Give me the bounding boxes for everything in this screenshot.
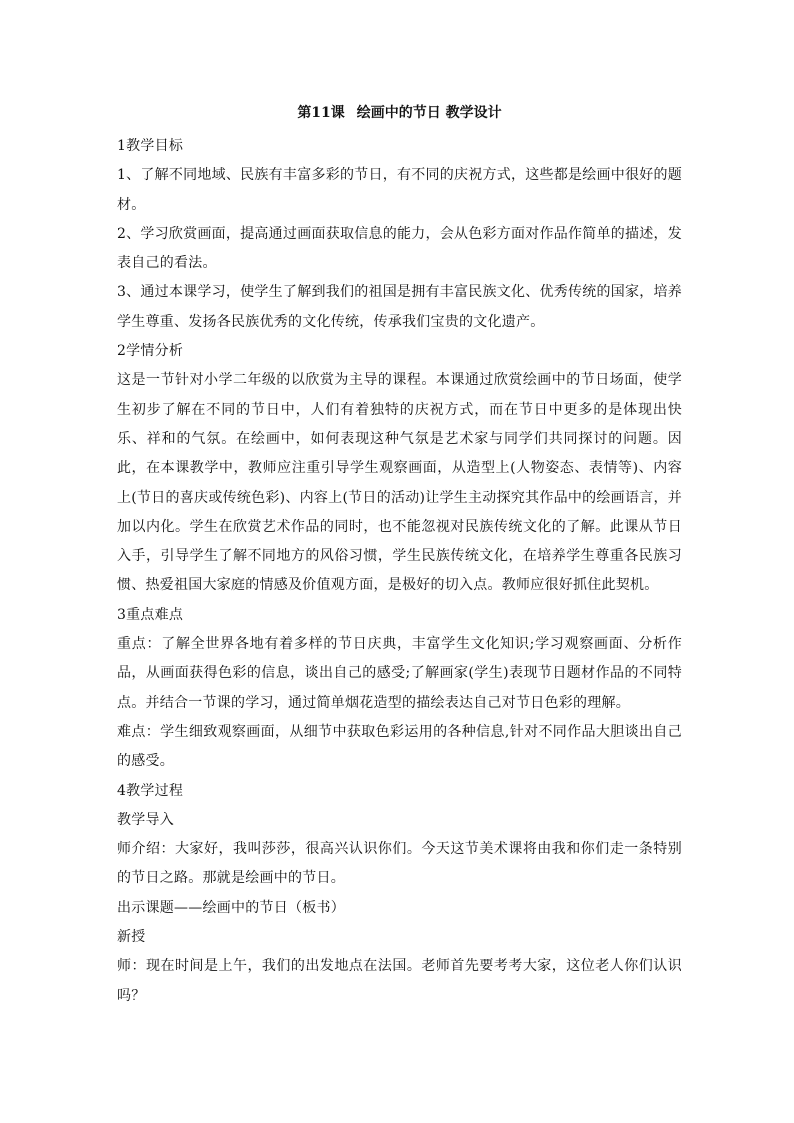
heading-student-analysis: 2学情分析	[117, 343, 184, 360]
difficulties-text: 难点：学生细致观察画面，从细节中获取色彩运用的各种信息,针对不同作品大胆谈出自己的感受。	[117, 723, 682, 770]
document-title	[117, 103, 682, 123]
heading-key-points: 3重点难点	[117, 606, 184, 623]
subheading-new-lesson: 新授	[117, 929, 146, 946]
teacher-question: 师：现在时间是上午，我们的出发地点在法国。老师首先要考考大家，这位老人你们认识吗？	[117, 958, 682, 1004]
heading-teaching-goals: 1教学目标	[117, 138, 184, 154]
document-body	[117, 132, 682, 1011]
key-points-text: 重点：了解全世界各地有着多样的节日庆典，丰富学生文化知识;学习观察画面、分析作品，从画面获得色彩的信息，谈出自己的感受;了解画家(学生)表现节日题材作品的不同特点。并结合一节课的学习，通过简单烟花造型的描绘表达自己对节日色彩的理解。	[117, 636, 682, 711]
goal-1: 1、了解不同地域、民族有丰富多彩的节日，有不同的庆祝方式，这些都是绘画中很好的题材。	[117, 167, 682, 213]
goal-3: 3、通过本课学习，使学生了解到我们的祖国是拥有丰富民族文化、优秀传统的国家，培养学生尊重、发扬各民族优秀的文化传统，传承我们宝贵的文化遗产。	[117, 284, 682, 330]
goal-2: 2、学习欣赏画面，提高通过画面获取信息的能力，会从色彩方面对作品作简单的描述，发表自己的看法。	[117, 225, 682, 272]
student-analysis-text: 这是一节针对小学二年级的以欣赏为主导的课程。本课通过欣赏绘画中的节日场面，使学生初步了解在不同的节日中，人们有着独特的庆祝方式，而在节日中更多的是体现出快乐、祥和的气氛。在绘画中，如何表现这种气氛是艺术家与同学们共同探讨的问题。因此，在本课教学中，教师应注重引导学生观察画面，从造型上(人物姿态、表情等)、内容上(节日的喜庆或传统色彩)、内容上(节日的活动)让学生主动探究其作品中的绘画语言，并加以内化。学生在欣赏艺术作品的同时，也不能忽视对民族传统文化的了解。此课从节日入手，引导学生了解不同地方的风俗习惯，学生民族传统文化，在培养学生尊重各民族习惯、热爱祖国大家庭的情感及价值观方面，是极好的切入点。教师应很好抓住此契机。	[117, 372, 682, 594]
show-topic: 出示课题——绘画中的节日（板书）	[117, 899, 345, 916]
title-lesson: 第11课	[297, 105, 345, 121]
heading-teaching-process: 4教学过程	[117, 782, 184, 799]
subheading-introduction: 教学导入	[117, 811, 174, 828]
teacher-introduction: 师介绍：大家好，我叫莎莎，很高兴认识你们。今天这节美术课将由我和你们走一条特别的节日之路。那就是绘画中的节日。	[117, 841, 682, 887]
title-name: 绘画中的节日 教学设计	[356, 105, 502, 121]
